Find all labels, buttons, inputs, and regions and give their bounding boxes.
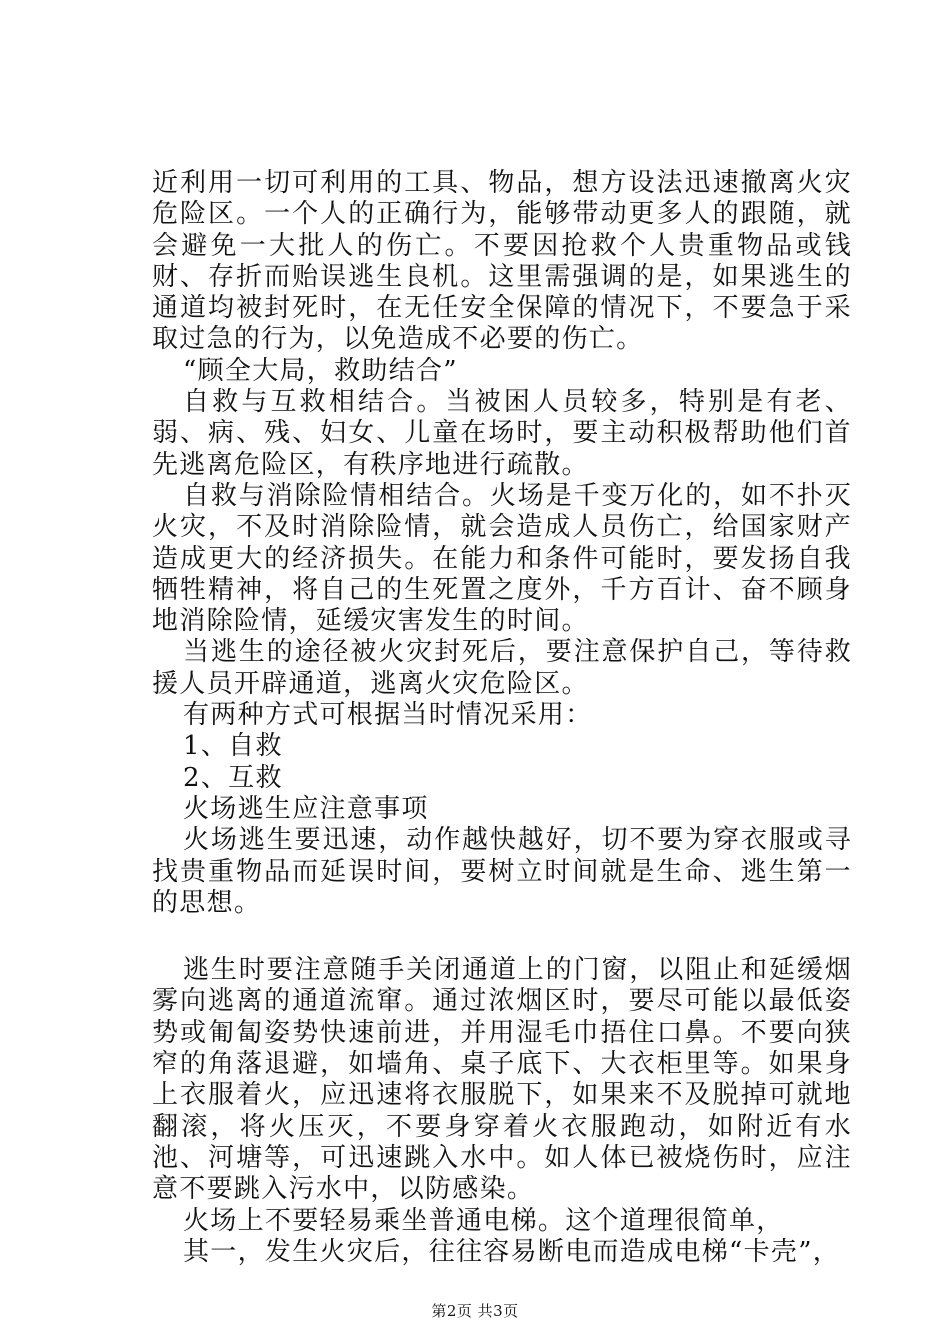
paragraph-reason-one: 其一，发生火灾后，往往容易断电而造成电梯“卡壳”， — [183, 1236, 841, 1267]
paragraph-mutual-rescue: 自救与互救相结合。当被困人员较多，特别是有老、弱、病、残、妇女、儿童在场时，要主动积极帮助他们首先逃离危险区，有秩序地进行疏散。 — [152, 387, 852, 480]
paragraph-eliminate-danger: 自救与消除险情相结合。火场是千变万化的，如不扑灭火灾，不及时消除险情，就会造成人员伤亡，给国家财产造成更大的经济损失。在能力和条件可能时，要发扬自我牺牲精神，将自己的生死置之度外，千方百计、奋不顾身地消除险情，延缓灾害发生的时间。 — [152, 480, 852, 637]
paragraph-wait-rescue: 当逃生的途径被火灾封死后，要注意保护自己，等待救援人员开辟通道，逃离火灾危险区。 — [152, 637, 852, 699]
paragraph-escape-continuation: 近利用一切可利用的工具、物品，想方设法迅速撤离火灾危险区。一个人的正确行为，能够带动更多人的跟随，就会避免一大批人的伤亡。不要因抢救个人贵重物品或钱财、存折而贻误逃生良机。这里需强调的是，如果逃生的通道均被封死时，在无任安全保障的情况下，不要急于采取过急的行为，以免造成不必要的伤亡。 — [152, 168, 852, 355]
list-item-mutual-rescue: 2、互救 — [183, 762, 283, 793]
document-body — [152, 168, 852, 1268]
heading-escape-notes: 火场逃生应注意事项 — [183, 793, 429, 824]
paragraph-no-elevator: 火场上不要轻易乘坐普通电梯。这个道理很简单， — [183, 1205, 784, 1236]
paragraph-close-doors: 逃生时要注意随手关闭通道上的门窗，以阻止和延缓烟雾向逃离的通道流窜。通过浓烟区时，要尽可能以最低姿势或匍匐姿势快速前进，并用湿毛巾捂住口鼻。不要向狭窄的角落退避，如墙角、桌子底下、大衣柜里等。如果身上衣服着火，应迅速将衣服脱下，如果来不及脱掉可就地翻滚，将火压灭，不要身穿着火衣服跑动，如附近有水池、河塘等，可迅速跳入水中。如人体已被烧伤时，应注意不要跳入污水中，以防感染。 — [152, 955, 852, 1205]
paragraph-escape-fast: 火场逃生要迅速，动作越快越好，切不要为穿衣服或寻找贵重物品而延误时间，要树立时间就是生命、逃生第一的思想。 — [152, 825, 852, 918]
page-footer: 第2页 共3页 — [431, 1302, 519, 1320]
heading-overall-situation: “顾全大局，救助结合” — [183, 355, 458, 386]
paragraph-two-methods: 有两种方式可根据当时情况采用： — [183, 700, 593, 731]
list-item-self-rescue: 1、自救 — [183, 731, 283, 762]
